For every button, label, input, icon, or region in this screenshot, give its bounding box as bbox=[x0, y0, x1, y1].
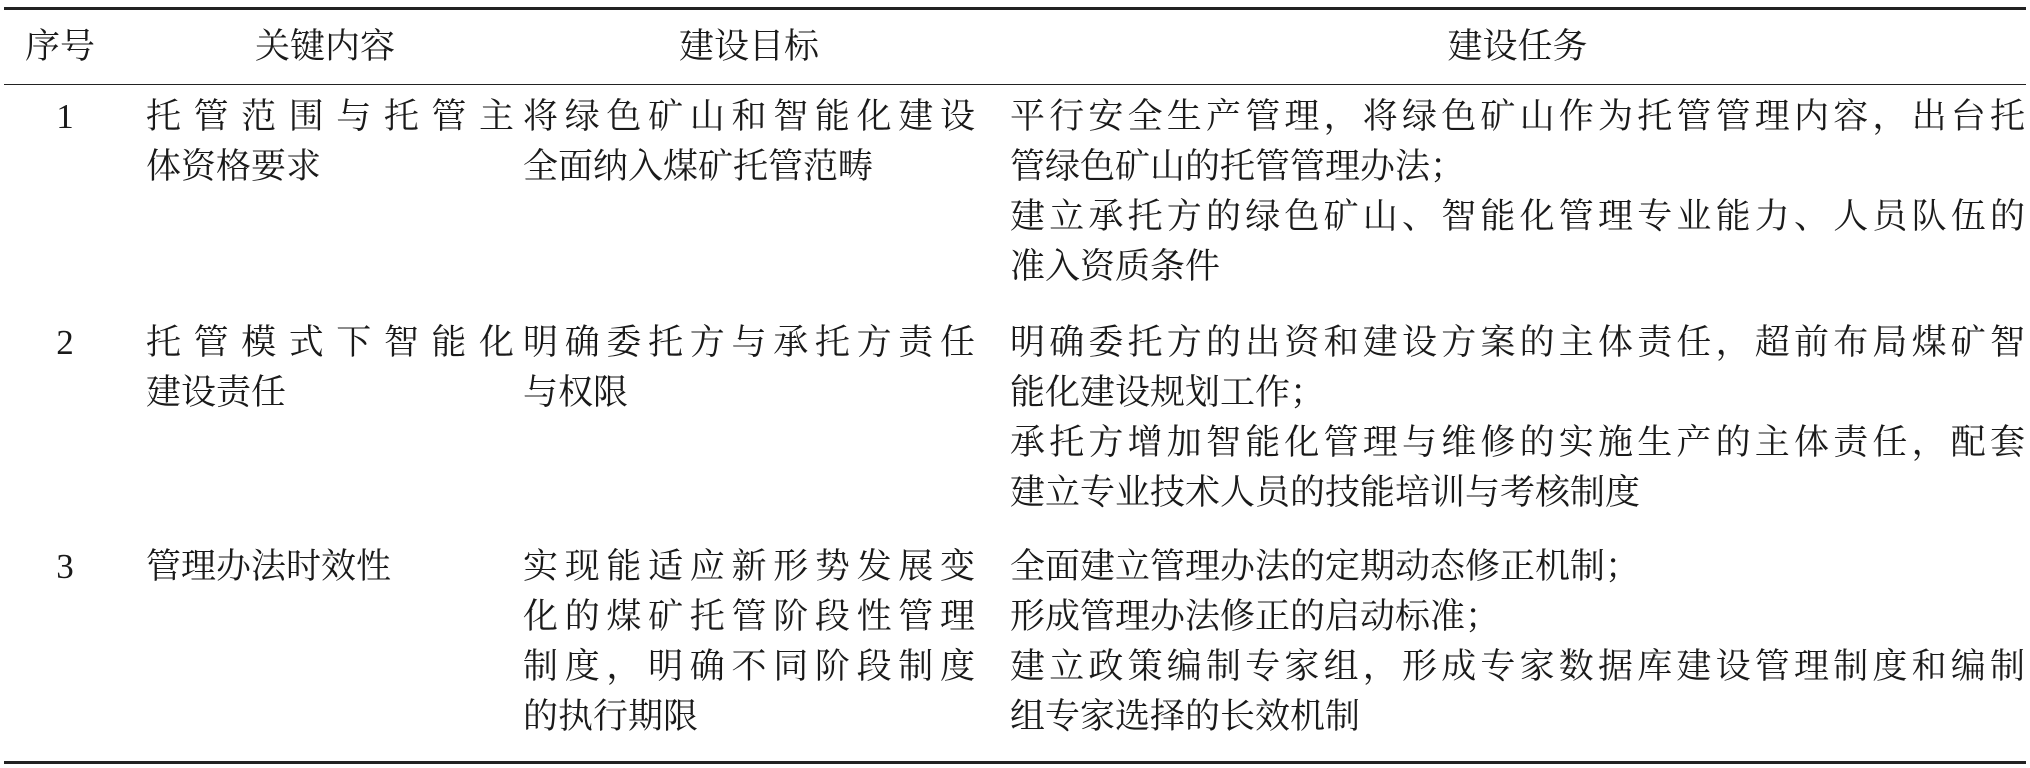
text-line: 建设责任 bbox=[146, 373, 287, 413]
text-line: 能化建设规划工作； bbox=[1010, 373, 1326, 413]
cell-serial-number: 2 bbox=[56, 323, 74, 362]
cell-key-content bbox=[146, 542, 514, 592]
cell-construction-goal bbox=[523, 92, 975, 192]
cell-key-content bbox=[146, 92, 514, 192]
table-row bbox=[0, 318, 2030, 518]
text-line: 形成管理办法修正的启动标准； bbox=[1010, 597, 1501, 637]
text-line: 平行安全生产管理，将绿色矿山作为托管管理内容，出台托 bbox=[1010, 97, 2025, 137]
cell-construction-task bbox=[1010, 542, 2025, 742]
text-line: 建立承托方的绿色矿山、智能化管理专业能力、人员队伍的 bbox=[1010, 197, 2025, 237]
header-serial-number: 序号 bbox=[24, 27, 95, 67]
text-line: 建立专业技术人员的技能培训与考核制度 bbox=[1010, 473, 1641, 513]
table-header-row bbox=[0, 10, 2030, 84]
text-line: 托管模式下智能化 bbox=[146, 323, 514, 363]
text-line: 实现能适应新形势发展变 bbox=[523, 547, 975, 587]
text-line: 化的煤矿托管阶段性管理 bbox=[523, 597, 975, 637]
cell-construction-goal bbox=[523, 318, 975, 418]
header-key-content: 关键内容 bbox=[254, 27, 395, 67]
table-header-rule bbox=[4, 84, 2026, 85]
cell-construction-task bbox=[1010, 318, 2025, 518]
cell-key-content bbox=[146, 318, 514, 418]
text-line: 明确委托方与承托方责任 bbox=[523, 323, 975, 363]
text-line: 管绿色矿山的托管管理办法； bbox=[1010, 147, 1466, 187]
text-line: 承托方增加智能化管理与维修的实施生产的主体责任，配套 bbox=[1010, 423, 2025, 463]
text-line: 管理办法时效性 bbox=[146, 547, 392, 587]
text-line: 组专家选择的长效机制 bbox=[1010, 697, 1361, 737]
cell-construction-goal bbox=[523, 542, 975, 742]
text-line: 将绿色矿山和智能化建设 bbox=[523, 97, 975, 137]
text-line: 与权限 bbox=[523, 373, 629, 413]
table-row bbox=[0, 92, 2030, 292]
cell-serial-number: 3 bbox=[56, 547, 74, 586]
text-line: 体资格要求 bbox=[146, 147, 322, 187]
header-construction-task: 建设任务 bbox=[1447, 27, 1588, 67]
text-line: 制度，明确不同阶段制度 bbox=[523, 647, 975, 687]
cell-serial-number: 1 bbox=[56, 97, 74, 136]
table-bottom-rule bbox=[4, 761, 2026, 764]
text-line: 的执行期限 bbox=[523, 697, 699, 737]
text-line: 托管范围与托管主 bbox=[146, 97, 514, 137]
text-line: 全面建立管理办法的定期动态修正机制； bbox=[1010, 547, 1641, 587]
cell-construction-task bbox=[1010, 92, 2025, 292]
header-construction-goal: 建设目标 bbox=[678, 27, 819, 67]
table-row bbox=[0, 542, 2030, 752]
text-line: 全面纳入煤矿托管范畴 bbox=[523, 147, 874, 187]
text-line: 明确委托方的出资和建设方案的主体责任，超前布局煤矿智 bbox=[1010, 323, 2025, 363]
text-line: 准入资质条件 bbox=[1010, 247, 1221, 287]
text-line: 建立政策编制专家组，形成专家数据库建设管理制度和编制 bbox=[1010, 647, 2025, 687]
